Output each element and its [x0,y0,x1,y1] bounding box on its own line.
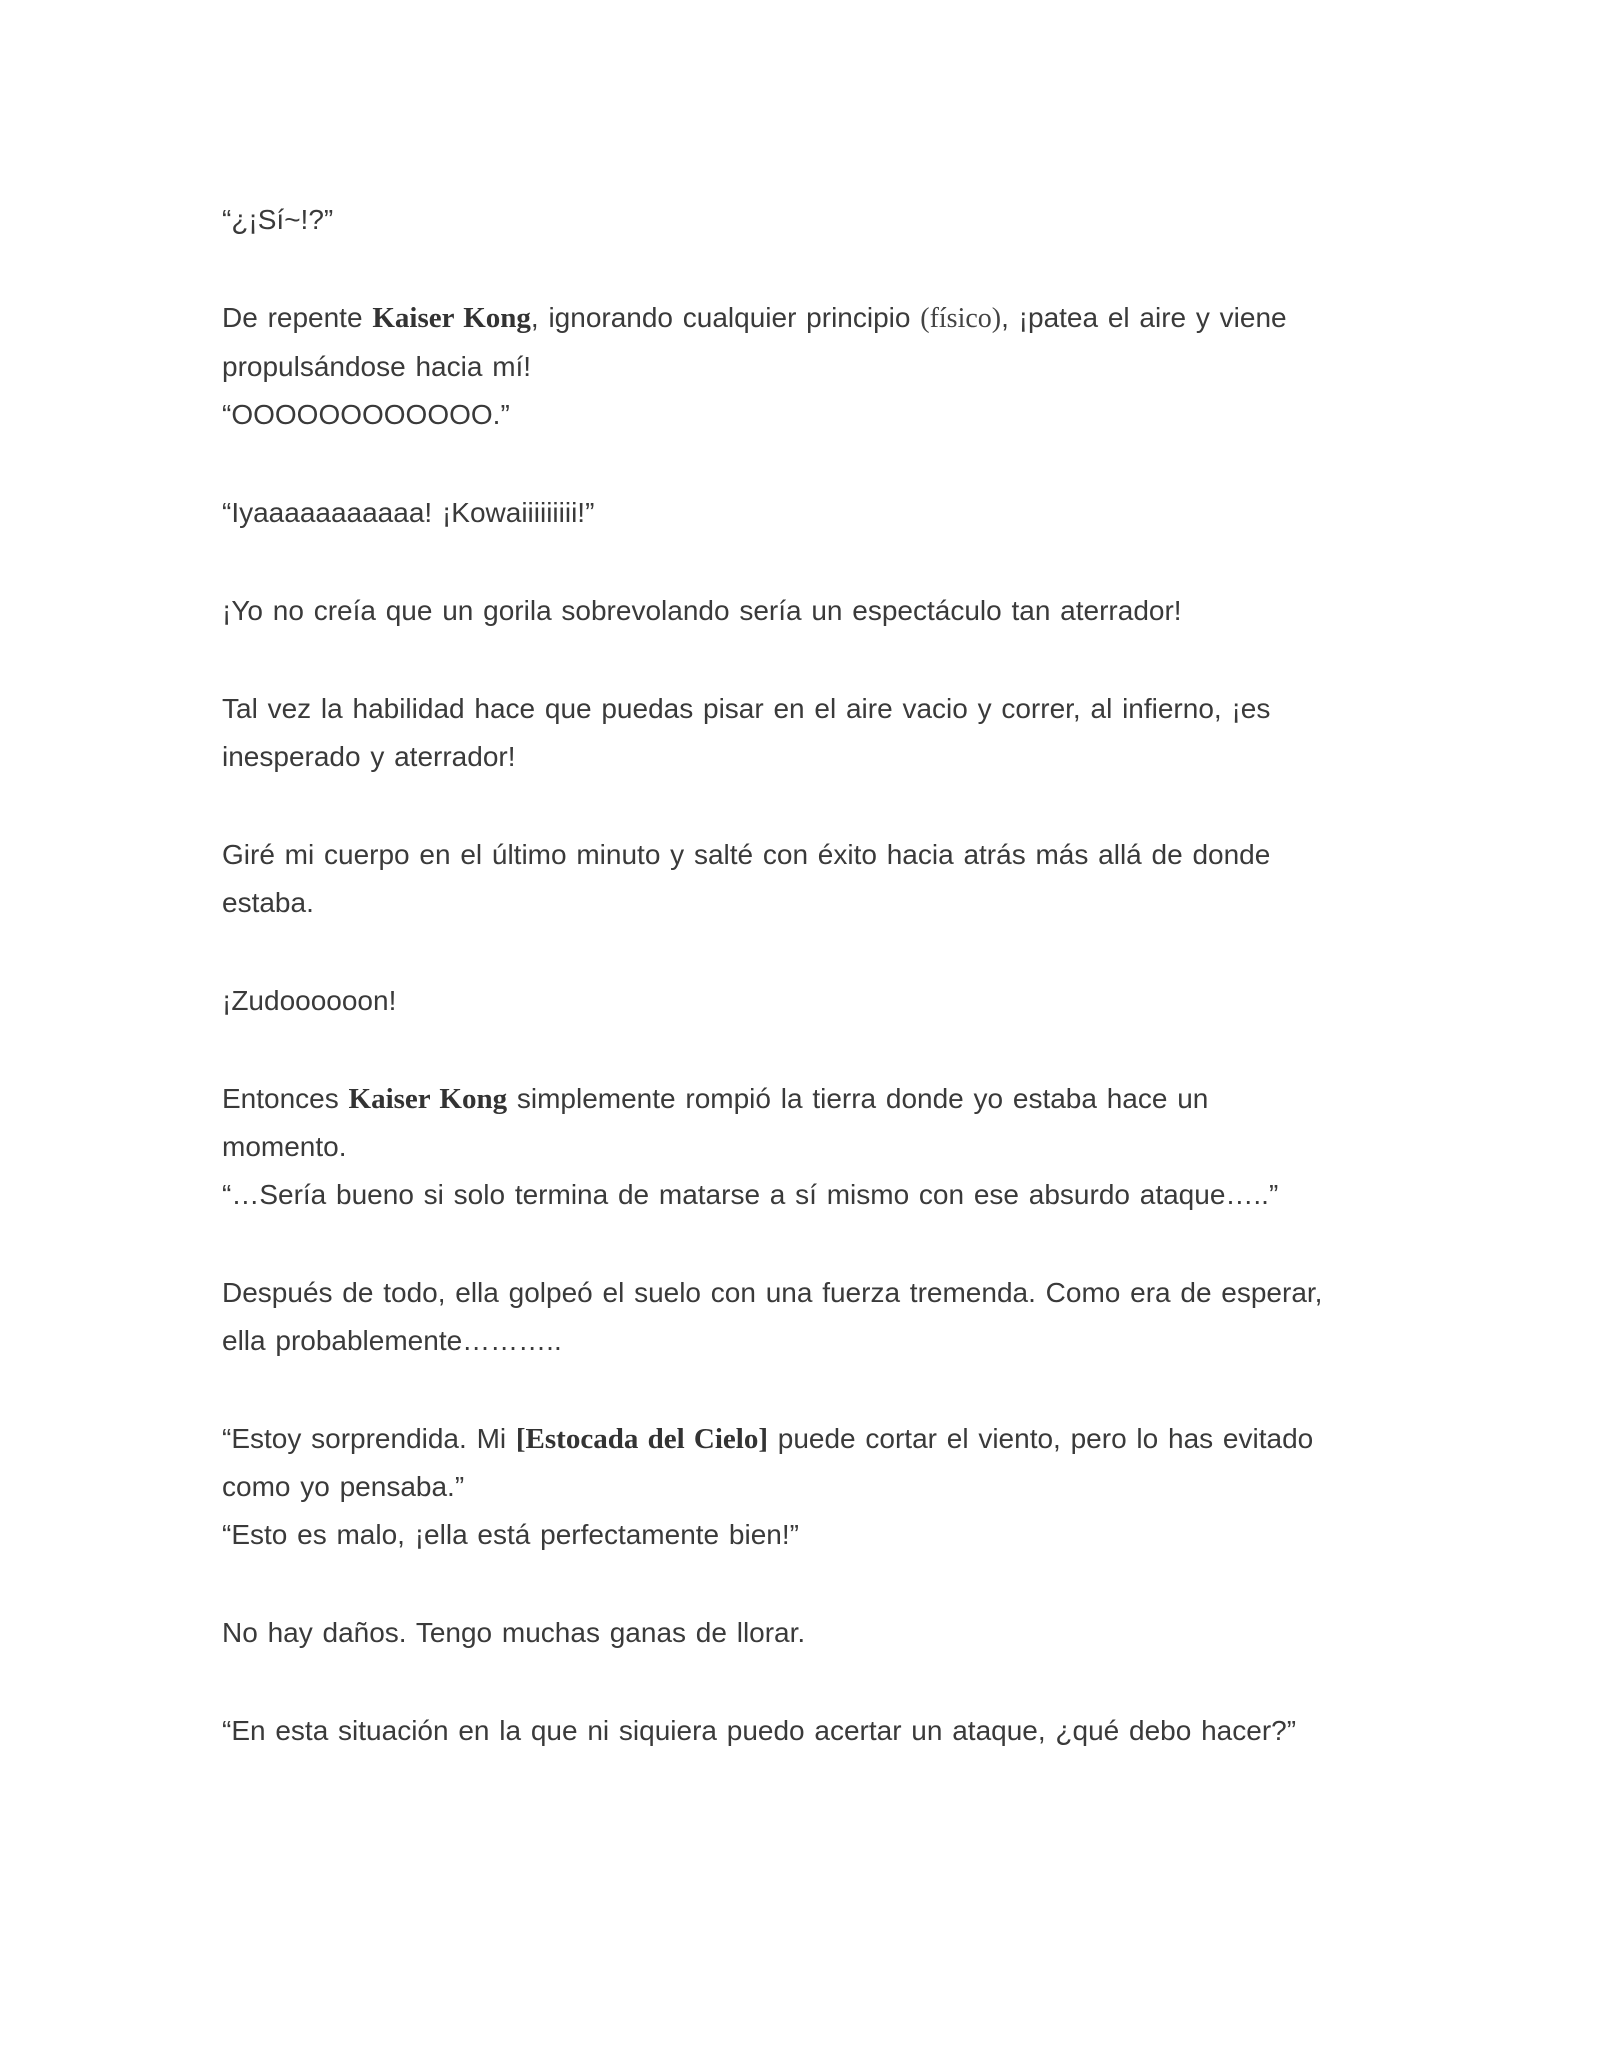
text-line [222,391,1402,439]
text-line [222,1609,1402,1657]
paragraph [222,1707,1402,1755]
text-run: “En esta situación en la que ni siquiera puedo acertar un ataque, ¿qué debo hacer?” [222,1715,1297,1746]
text-line [222,489,1402,537]
serif-term: (físico) [920,303,1002,334]
text-run: “OOOOOOOOOOOO.” [222,399,510,430]
bold-term: Kaiser Kong [372,302,531,334]
text-run: “Iyaaaaaaaaaaa! ¡Kowaiiiiiiiii!” [222,497,595,528]
text-line [222,343,1402,391]
text-line [222,1511,1402,1559]
text-run: “Esto es malo, ¡ella está perfectamente bien!” [222,1519,799,1550]
paragraph [222,831,1402,927]
paragraph [222,196,1402,244]
text-run: simplemente rompió la tierra donde yo estaba hace un [507,1083,1209,1114]
text-run: No hay daños. Tengo muchas ganas de llorar. [222,1617,806,1648]
text-line [222,879,1402,927]
text-line [222,294,1402,343]
paragraph [222,1075,1402,1219]
text-line [222,1123,1402,1171]
text-line [222,587,1402,635]
text-line [222,977,1402,1025]
story-text [222,196,1402,1805]
text-run: “¿¡Sí~!?” [222,204,334,235]
paragraph [222,1269,1402,1365]
text-run: inesperado y aterrador! [222,741,516,772]
paragraph [222,685,1402,781]
text-run: ella probablemente……….. [222,1325,562,1356]
paragraph [222,294,1402,439]
text-run: momento. [222,1131,347,1162]
text-run: ¡Zudoooooon! [222,985,397,1016]
text-run: , ignorando cualquier principio [530,302,921,333]
text-line [222,1415,1402,1463]
text-run: Entonces [222,1083,349,1114]
paragraph [222,587,1402,635]
text-line [222,1317,1402,1365]
text-run: “…Sería bueno si solo termina de matarse a sí mismo con ese absurdo ataque…..” [222,1179,1279,1210]
paragraph [222,1415,1402,1559]
text-run: ¡Yo no creía que un gorila sobrevolando sería un espectáculo tan aterrador! [222,595,1182,626]
bold-term: Kaiser Kong [348,1083,508,1115]
text-run: puede cortar el viento, pero lo has evitado [767,1423,1314,1454]
text-run: De repente [222,302,373,333]
bold-term: [Estocada del Cielo] [515,1423,768,1455]
text-run: Después de todo, ella golpeó el suelo con una fuerza tremenda. Como era de esperar, [222,1277,1323,1308]
text-run: Giré mi cuerpo en el último minuto y salté con éxito hacia atrás más allá de donde [222,839,1271,870]
text-line [222,1269,1402,1317]
text-run: estaba. [222,887,314,918]
paragraph [222,1609,1402,1657]
text-run: propulsándose hacia mí! [222,351,532,382]
text-line [222,685,1402,733]
text-run: como yo pensaba.” [222,1471,465,1502]
paragraph [222,977,1402,1025]
text-run: , ¡patea el aire y viene [1001,302,1287,333]
text-line [222,1707,1402,1755]
text-line [222,831,1402,879]
text-line [222,1463,1402,1511]
text-line [222,1075,1402,1123]
paragraph [222,489,1402,537]
text-line [222,1171,1402,1219]
text-line [222,196,1402,244]
text-run: Tal vez la habilidad hace que puedas pisar en el aire vacio y correr, al infierno, ¡es [222,693,1271,724]
text-line [222,733,1402,781]
text-run: “Estoy sorprendida. Mi [222,1423,516,1454]
